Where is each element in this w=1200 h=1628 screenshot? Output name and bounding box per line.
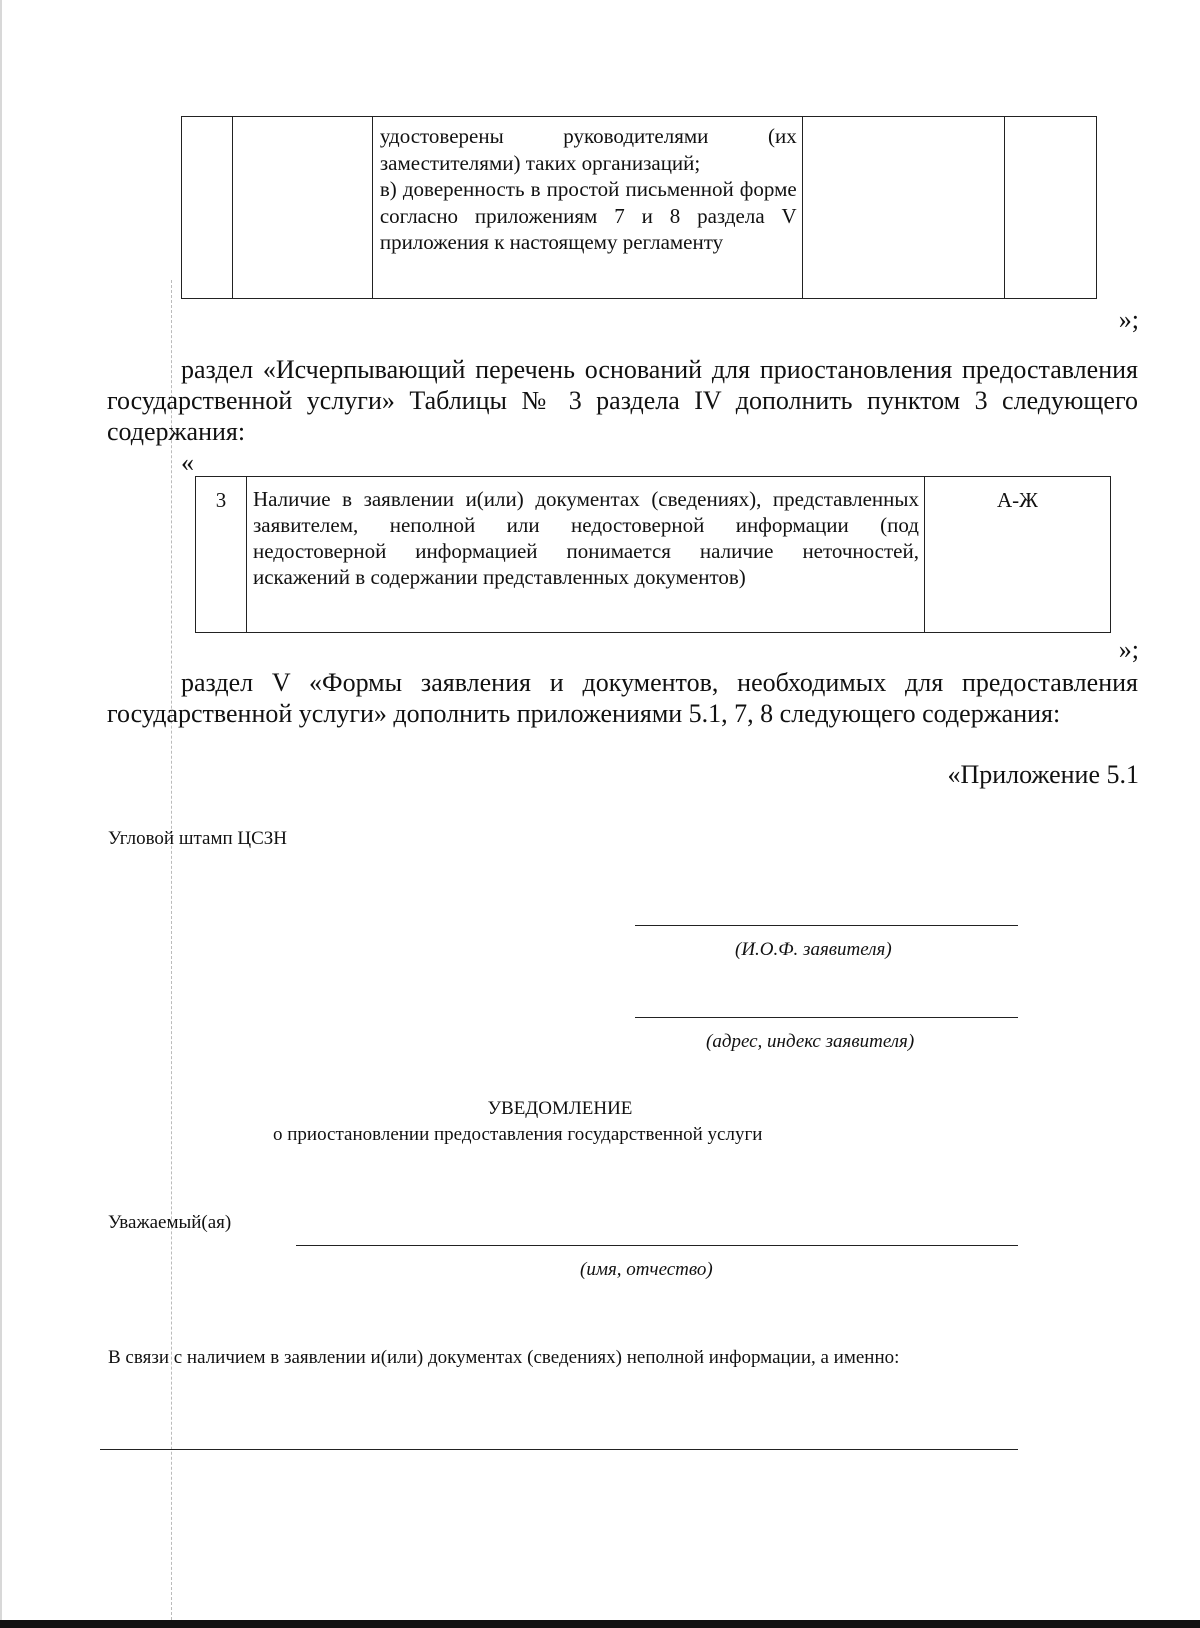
name-caption: (имя, отчество) [580,1259,713,1280]
table-continuation [181,116,1097,299]
table-cell-number [196,477,247,633]
paragraph-section-v: раздел V «Формы заявления и документов, необходимых для предоставления государственной услуги» дополнить приложениями 5.1, 7, 8 следующего содержания: [107,668,1138,728]
paragraph-section-iv: раздел «Исчерпывающий перечень оснований для приостановления предоставления государственной услуги» Таблицы № 3 раздела IV дополнить пунктом 3 следующего содержания: [107,355,1138,446]
table-text-line: удостоверены руководителями (их заместителями) таких организаций; [379,124,797,175]
scan-edge [0,0,2,1628]
notice-subtitle: о приостановлении предоставления государственной услуги [273,1124,763,1145]
table-cell-empty [1004,117,1096,299]
table-cell-empty [233,117,373,299]
table-cell-empty [182,117,233,299]
address-line [635,1017,1018,1018]
appendix-label: «Приложение 5.1 [947,760,1139,789]
grounds-text: Наличие в заявлении и(или) документах (сведениях), представленных заявителем, неполной или недостоверной информации (под недостоверной информацией понимается наличие неточностей, искажений в содержании представленных документов) [253,487,919,589]
table-grounds [195,476,1111,633]
row-number: 3 [215,488,227,512]
table-cell-empty [802,117,1004,299]
name-line [296,1245,1018,1246]
closing-quote: »; [1118,635,1139,664]
notice-title: УВЕДОМЛЕНИЕ [487,1098,633,1119]
body-text: В связи с наличием в заявлении и(или) документах (сведениях) неполной информации, а именно: [108,1347,900,1368]
table-cell-text [247,477,925,633]
table-text-line: в) доверенность в простой письменной форме согласно приложениям 7 и 8 раздела V приложения к настоящему регламенту [379,177,797,254]
scan-bottom-edge [0,1620,1200,1628]
table-cell-text [372,117,802,299]
opening-quote: « [181,448,194,477]
fio-line [635,925,1018,926]
salutation: Уважаемый(ая) [108,1212,232,1233]
grounds-code: А-Ж [997,488,1038,512]
scan-fold-line [171,280,173,1620]
table-cell-code [925,477,1111,633]
closing-quote: »; [1118,305,1139,334]
stamp-label: Угловой штамп ЦСЗН [108,828,288,849]
address-caption: (адрес, индекс заявителя) [706,1031,915,1052]
fio-caption: (И.О.Ф. заявителя) [735,939,892,960]
body-fill-line [100,1449,1018,1450]
